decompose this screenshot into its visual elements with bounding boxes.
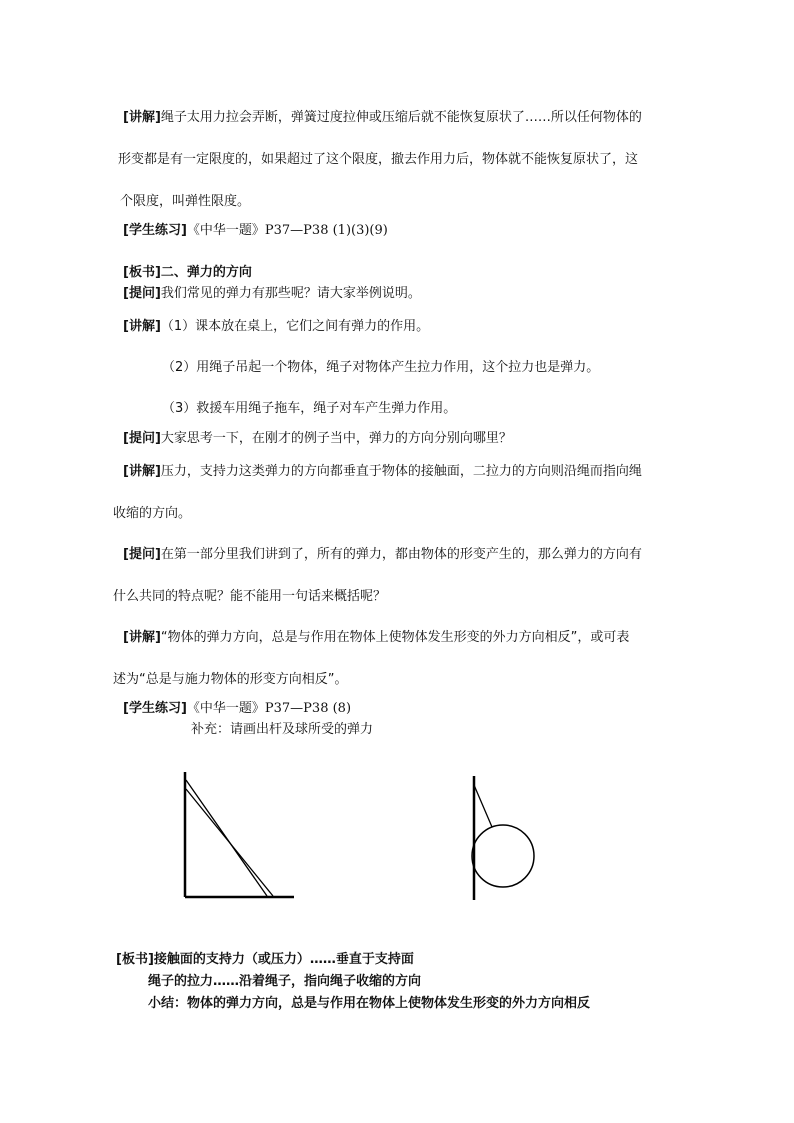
board-summary-2: 绳子的拉力……沿着绳子，指向绳子收缩的方向 [148,974,422,989]
board-tag: [板书] [116,952,154,967]
explain-text: “物体的弹力方向，总是与作用在物体上使物体发生形变的外力方向相反”，或可表 [160,630,630,645]
explain-tag: [讲解] [123,630,161,645]
explain-item-2: （2）用绳子吊起一个物体，绳子对物体产生拉力作用，这个拉力也是弹力。 [162,360,600,375]
board-summary-3: 小结：物体的弹力方向，总是与作用在物体上使物体发生形变的外力方向相反 [148,996,591,1011]
practice-tag: [学生练习] [123,223,187,238]
explain-tag: [讲解] [123,110,161,125]
board-text: 接触面的支持力（或压力）……垂直于支持面 [153,952,414,967]
explain-line-2: 形变都是有一定限度的，如果超过了这个限度，撤去作用力后，物体就不能恢复原状了，这 [118,152,639,167]
rope-line [474,785,492,827]
explain-line-5: 收缩的方向。 [113,506,192,521]
hanging-ball-figure [472,776,534,900]
question-text: 我们常见的弹力有那些呢？请大家举例说明。 [160,286,421,301]
explain-tag: [讲解] [123,319,161,334]
explain-item-3: （3）救援车用绳子拖车，绳子对车产生弹力作用。 [162,401,457,416]
supplement-line: 补充：请画出杆及球所受的弹力 [191,722,374,737]
question-tag: [提问] [123,431,161,446]
explain-item-text: （1）课本放在桌上，它们之间有弹力的作用。 [160,319,430,334]
question-line-4: 什么共同的特点呢？能不能用一句话来概括呢？ [113,589,387,604]
board-text: 二、弹力的方向 [160,265,252,280]
ball-circle [472,825,534,887]
question-text: 在第一部分里我们讲到了，所有的弹力，都由物体的形变产生的，那么弹力的方向有 [160,547,642,562]
board-summary-1 [116,951,414,969]
question-tag: [提问] [123,286,161,301]
practice-text: 《中华一题》P37—P38 (8) [186,701,352,716]
rod-on-corner-figure [185,772,294,897]
explain-line-3: 个限度，叫弹性限度。 [120,194,251,209]
question-tag: [提问] [123,547,161,562]
explain-line-7: 述为“总是与施力物体的形变方向相反”。 [113,672,348,687]
explain-text: 压力，支持力这类弹力的方向都垂直于物体的接触面，二拉力的方向则沿绳而指向绳 [160,464,642,479]
explain-tag: [讲解] [123,464,161,479]
rod-edge-right [186,789,273,896]
practice-tag: [学生练习] [123,701,187,716]
practice-text: 《中华一题》P37—P38 (1)(3)(9) [186,223,388,238]
board-tag: [板书] [123,265,161,280]
question-text: 大家思考一下，在刚才的例子当中，弹力的方向分别向哪里？ [160,431,512,446]
explain-text: 绳子太用力拉会弄断，弹簧过度拉伸或压缩后就不能恢复原状了……所以任何物体的 [160,110,642,125]
